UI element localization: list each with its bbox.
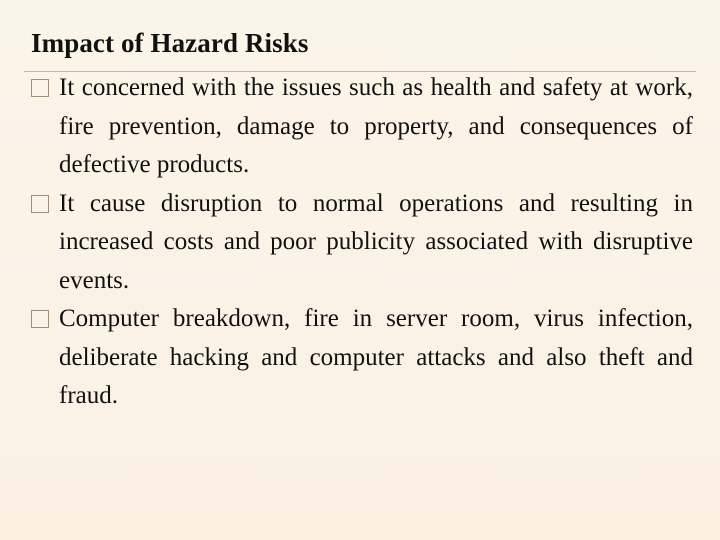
bullet-item-disruption — [31, 185, 693, 301]
slide-title: Impact of Hazard Risks — [31, 28, 309, 58]
bullet-item-computer-risks — [31, 300, 693, 416]
square-bullet-icon — [31, 79, 49, 97]
square-bullet-icon — [31, 310, 49, 328]
square-bullet-icon — [31, 195, 49, 213]
bullet-item-hazard-issues — [31, 69, 693, 185]
bullet-text: It concerned with the issues such as health and safety at work, fire prevention, damage to property, and consequences of defective products. — [59, 74, 693, 178]
bullet-text: It cause disruption to normal operations and resulting in increased costs and poor publicity associated with disruptive events. — [59, 189, 693, 294]
bullet-list — [31, 69, 693, 416]
bullet-text: Computer breakdown, fire in server room, virus infection, deliberate hacking and computer attacks and also theft and fraud. — [59, 305, 693, 409]
